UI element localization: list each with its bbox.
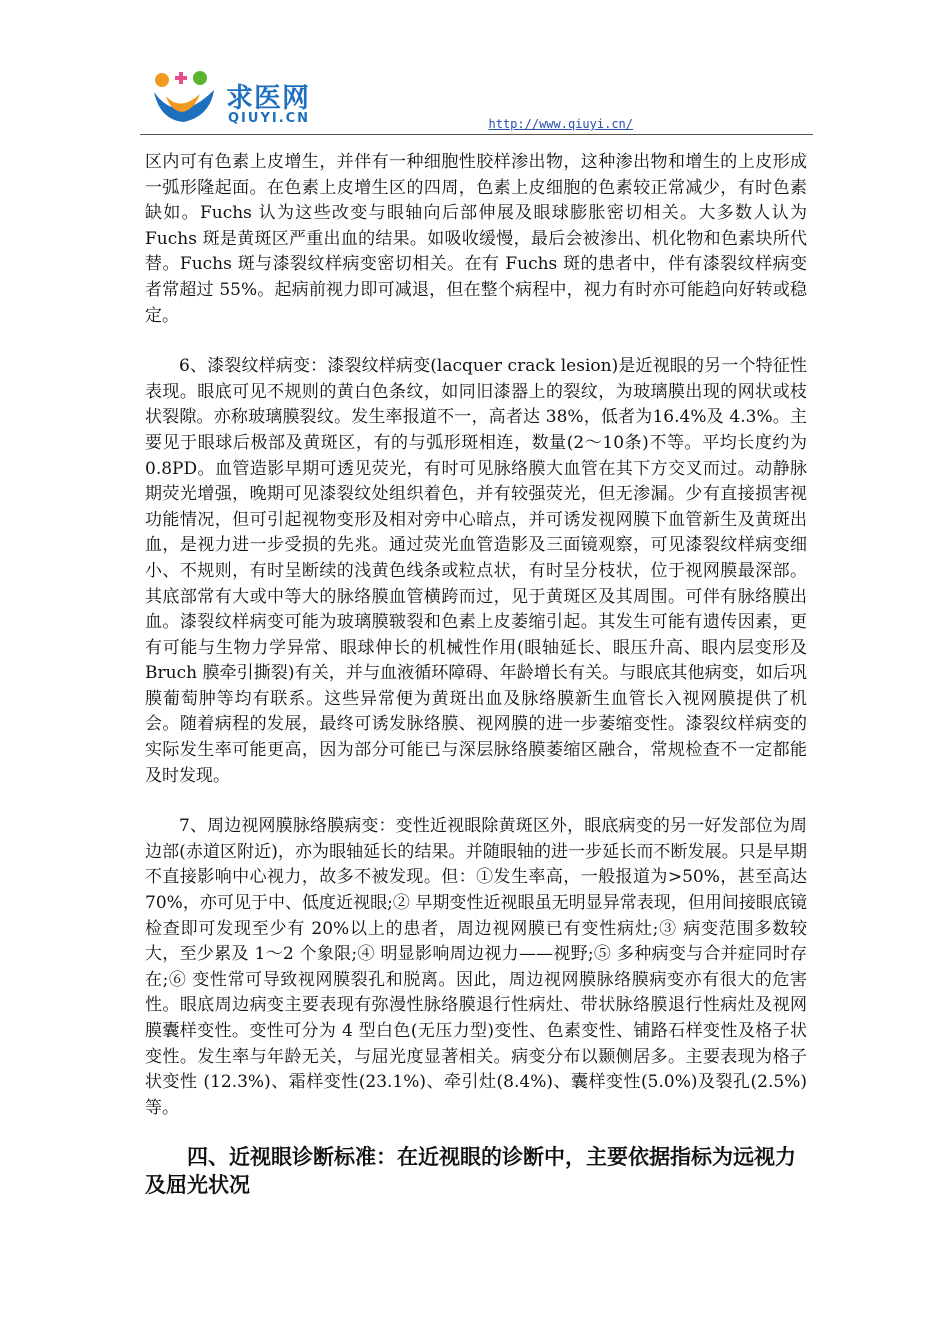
- paragraph-fuchs-spot: 区内可有色素上皮增生，并伴有一种细胞性胶样渗出物，这种渗出物和增生的上皮形成一弧形隆起面。在色素上皮增生区的四周，色素上皮细胞的色素较正常减少，有时色素缺如。Fuchs 认为这些改变与眼轴向后部伸展及眼球膨胀密切相关。大多数人认为Fuchs 斑是黄斑区严重出血的结果。如吸收缓慢，最后会被渗出、机化物和色素块所代替。Fuchs 斑与漆裂纹样病变密切相关。在有 Fuchs 斑的患者中，伴有漆裂纹样病变者常超过 55%。起病前视力即可减退，但在整个病程中，视力有时亦可能趋向好转或稳定。: [145, 152, 807, 326]
- paragraph-peripheral-lesion: 7、周边视网膜脉络膜病变：变性近视眼除黄斑区外，眼底病变的另一好发部位为周边部(赤道区附近)，亦为眼轴延长的结果。并随眼轴的进一步延长而不断发展。只是早期不直接影响中心视力，故多不被发现。但：①发生率高，一般报道为>50%，甚至高达 70%，亦可见于中、低度近视眼;② 早期变性近视眼虽无明显异常表现，但用间接眼底镜检查即可发现至少有 20%以上的患者，周边视网膜已有变性病灶;③ 病变范围多数较大，至少累及 1～2 个象限;④ 明显影响周边视力——视野;⑤ 多种病变与合并症同时存在;⑥ 变性常可导致视网膜裂孔和脱离。因此，周边视网膜脉络膜病变亦有很大的危害性。眼底周边病变主要表现有弥漫性脉络膜退行性病灶、带状脉络膜退行性病灶及视网膜囊样变性。变性可分为 4 型白色(无压力型)变性、色素变性、铺路石样变性及格子状变性。发生率与年龄无关，与屈光度显著相关。病变分布以颞侧居多。主要表现为格子状变性 (12.3%)、霜样变性(23.1%)、牵引灶(8.4%)、囊样变性(5.0%)及裂孔(2.5%)等。: [145, 816, 807, 1118]
- paragraph-lacquer-crack: 6、漆裂纹样病变：漆裂纹样病变(lacquer crack lesion)是近视眼的另一个特征性表现。眼底可见不规则的黄白色条纹，如同旧漆器上的裂纹，为玻璃膜出现的网状或枝状裂隙。亦称玻璃膜裂纹。发生率报道不一，高者达 38%，低者为16.4%及 4.3%。主要见于眼球后极部及黄斑区，有的与弧形斑相连，数量(2～10条)不等。平均长度约为 0.8PD。血管造影早期可透见荧光，有时可见脉络膜大血管在其下方交叉而过。动静脉期荧光增强，晚期可见漆裂纹处组织着色，并有较强荧光，但无渗漏。少有直接损害视功能情况，但可引起视物变形及相对旁中心暗点，并可诱发视网膜下血管新生及黄斑出血，是视力进一步受损的先兆。通过荧光血管造影及三面镜观察，可见漆裂纹样病变细小、不规则，有时呈断续的浅黄色线条或粒点状，有时呈分枝状，位于视网膜最深部。其底部常有大或中等大的脉络膜血管横跨而过，见于黄斑区及其周围。可伴有脉络膜出血。漆裂纹样病变可能为玻璃膜皲裂和色素上皮萎缩引起。其发生可能有遗传因素，更有可能与生物力学异常、眼球伸长的机械性作用(眼轴延长、眼压升高、眼内层变形及Bruch 膜牵引撕裂)有关，并与血液循环障碍、年龄增长有关。与眼底其他病变，如后巩膜葡萄肿等均有联系。这些异常便为黄斑出血及脉络膜新生血管长入视网膜提供了机会。随着病程的发展，最终可诱发脉络膜、视网膜的进一步萎缩变性。漆裂纹样病变的实际发生率可能更高，因为部分可能已与深层脉络膜萎缩区融合，常规检查不一定都能及时发现。: [145, 356, 807, 786]
- site-url-link[interactable]: http://www.qiuyi.cn/: [488, 117, 633, 131]
- logo-domain: QIUYI.CN: [228, 111, 311, 126]
- logo-name: 求医网: [226, 83, 310, 114]
- section-heading-diagnosis: 四、近视眼诊断标准：在近视眼的诊断中，主要依据指标为远视力及屈光状况: [145, 1145, 796, 1198]
- page-header: [140, 60, 813, 135]
- qiuyi-logo[interactable]: [148, 66, 333, 128]
- logo-figures-icon: [148, 66, 228, 128]
- article-body: [145, 150, 807, 1199]
